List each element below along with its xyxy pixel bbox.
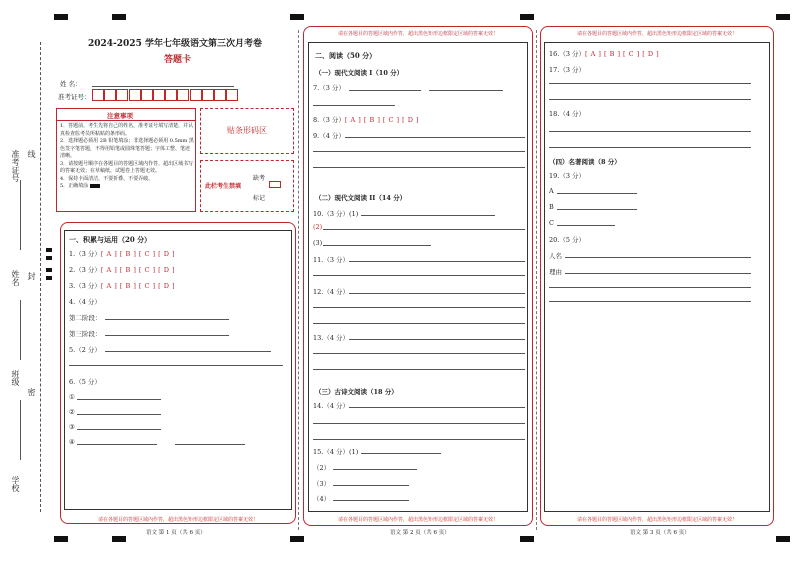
question-12: 12.（4 分）: [313, 288, 350, 296]
question-15: 15.（4 分）(1): [313, 448, 359, 456]
panel-3-warning-top: 请在各题目的答题区域内作答，超出黑色矩形边框限定区域的答案无效！: [576, 31, 737, 37]
registration-mark: [112, 14, 126, 20]
question-14: 14.（4 分）: [313, 402, 350, 410]
answer-line[interactable]: [333, 485, 409, 486]
registration-mark: [520, 14, 534, 20]
question-8: 8.（3 分）[ A ] [ B ] [ C ] [ D ]: [313, 116, 420, 124]
question-10-part-3: (3): [313, 239, 323, 247]
exam-id-cell[interactable]: [153, 89, 165, 101]
subsection-title: （四）名著阅读（8 分）: [549, 158, 621, 166]
answer-line[interactable]: [349, 407, 525, 408]
options-16[interactable]: [ A ] [ B ] [ C ] [ D ]: [585, 50, 660, 58]
answer-line[interactable]: [361, 453, 441, 454]
question-19: 19.（3 分）: [549, 172, 586, 180]
options-2[interactable]: [ A ] [ B ] [ C ] [ D ]: [100, 266, 176, 274]
reason-label: 理由: [549, 268, 562, 276]
registration-mark: [290, 536, 304, 542]
question-10: 10.（3 分）(1): [313, 210, 359, 218]
exam-title: 2024-2025 学年七年级语文第三次月考卷: [88, 39, 262, 49]
answer-line[interactable]: [565, 273, 751, 274]
answer-line[interactable]: [349, 339, 525, 340]
answer-line[interactable]: [77, 429, 161, 430]
side-line: [20, 400, 21, 460]
notice-item: 5．正确填涂: [60, 183, 194, 191]
question-1: 1.（3 分）[ A ] [ B ] [ C ] [ D ]: [69, 250, 176, 258]
name-input-line[interactable]: [92, 86, 234, 87]
page-footer: 语文 第 2 页（共 6 页）: [390, 530, 450, 536]
registration-mark: [776, 14, 790, 20]
exam-id-cell[interactable]: [190, 89, 202, 101]
exam-id-cell[interactable]: [104, 89, 116, 101]
exam-id-cell[interactable]: [116, 89, 128, 101]
absent-option: 缺考: [253, 175, 266, 182]
answer-line[interactable]: [313, 105, 395, 106]
option-c-label: C: [549, 219, 554, 227]
stage-2-label: 第二阶段：: [69, 314, 102, 322]
barcode-label: 贴条形码区: [227, 126, 267, 135]
notice-box: [56, 108, 196, 212]
circled-1: ①: [69, 393, 75, 401]
answer-line[interactable]: [557, 225, 615, 226]
answer-line[interactable]: [105, 351, 271, 352]
panel-2-frame: [308, 42, 528, 512]
answer-line[interactable]: [549, 301, 751, 302]
notice-item: 1．答题前，考生先将自己的姓名，准考证号填写清楚，并认真检查监考员所粘贴的条形码。: [60, 123, 194, 137]
answer-line[interactable]: [313, 353, 525, 354]
notice-item: 2．选择题必须用 2B 铅笔填涂；非选择题必须用 0.5mm 黑色签字笔答题，不得用铅笔或圆珠笔答题；字体工整、笔迹清晰。: [60, 138, 194, 159]
answer-card-title: 答题卡: [164, 55, 192, 65]
seal-side-label: 封: [27, 272, 36, 280]
registration-mark: [54, 536, 68, 542]
subsection-title: （三）古诗文阅读（18 分）: [315, 388, 398, 396]
panel-1-frame: [64, 230, 292, 510]
answer-line[interactable]: [549, 147, 751, 148]
circled-4: ④: [69, 438, 75, 446]
side-line: [20, 300, 21, 360]
registration-mark: [112, 536, 126, 542]
question-9: 9.（4 分）: [313, 132, 345, 140]
answer-line[interactable]: [333, 469, 417, 470]
answer-line[interactable]: [549, 287, 751, 288]
options-8[interactable]: [ A ] [ B ] [ C ] [ D ]: [344, 116, 420, 124]
question-3: 3.（3 分）[ A ] [ B ] [ C ] [ D ]: [69, 282, 176, 290]
question-10-part-2: (2): [313, 223, 323, 231]
registration-mark: [520, 536, 534, 542]
answer-line[interactable]: [323, 229, 525, 230]
answer-line[interactable]: [323, 245, 431, 246]
answer-line[interactable]: [313, 151, 525, 152]
panel-2-warning-bottom: 请在各题目的答题区域内作答，超出黑色矩形边框限定区域的答案无效！: [337, 517, 498, 523]
exam-id-cell[interactable]: [92, 89, 104, 101]
side-line: [20, 180, 21, 250]
question-15-part-2: （2）: [313, 464, 331, 472]
question-17: 17.（3 分）: [549, 66, 586, 74]
exam-id-cell[interactable]: [177, 89, 189, 101]
answer-line[interactable]: [313, 275, 525, 276]
option-b-label: B: [549, 203, 554, 211]
question-15-part-3: （3）: [313, 480, 331, 488]
answer-line[interactable]: [175, 444, 245, 445]
answer-line[interactable]: [313, 167, 525, 168]
options-3[interactable]: [ A ] [ B ] [ C ] [ D ]: [100, 282, 176, 290]
options-1[interactable]: [ A ] [ B ] [ C ] [ D ]: [100, 250, 176, 258]
answer-line[interactable]: [349, 293, 525, 294]
answer-line[interactable]: [77, 444, 157, 445]
exam-id-cell[interactable]: [165, 89, 177, 101]
panel-3-warning-bottom: 请在各题目的答题区域内作答，超出黑色矩形边框限定区域的答案无效！: [576, 517, 737, 523]
answer-line[interactable]: [345, 137, 525, 138]
registration-mark: [46, 268, 52, 272]
registration-mark: [290, 14, 304, 20]
answer-line[interactable]: [549, 99, 751, 100]
answer-line[interactable]: [349, 90, 421, 91]
question-15-part-4: （4）: [313, 495, 331, 503]
panel-1-warning: 请在各题目的答题区域内作答，超出黑色矩形边框限定区域的答案无效！: [97, 517, 258, 523]
notice-item: 4．保持卡面清洁，不要折叠、不要弄破。: [60, 175, 154, 182]
absent-box: [200, 160, 294, 212]
question-5: 5.（2 分）: [69, 346, 101, 354]
name-side-label: 姓名: [11, 270, 20, 286]
section-title: 二、阅读（50 分）: [315, 51, 377, 60]
binding-line: [40, 42, 41, 512]
question-18: 18.（4 分）: [549, 110, 586, 118]
question-6: 6.（5 分）: [69, 378, 101, 386]
subsection-title: （二）现代文阅读 II（14 分）: [315, 194, 407, 202]
registration-mark: [46, 248, 52, 252]
answer-line[interactable]: [557, 193, 637, 194]
exam-id-cell[interactable]: [202, 89, 214, 101]
subsection-title: （一）现代文阅读 I（10 分）: [315, 69, 404, 77]
page-divider: [536, 30, 537, 530]
answer-line[interactable]: [333, 500, 409, 501]
name-label: 姓 名：: [60, 80, 82, 88]
question-7: 7.（3 分）: [313, 84, 345, 92]
exam-id-cell[interactable]: [226, 89, 238, 101]
page-divider: [298, 30, 299, 530]
answer-line[interactable]: [313, 423, 525, 424]
filled-mark-sample: [90, 184, 100, 188]
answer-line[interactable]: [313, 307, 525, 308]
registration-mark: [776, 536, 790, 542]
registration-mark: [46, 256, 52, 260]
exam-id-cell[interactable]: [214, 89, 226, 101]
answer-line[interactable]: [429, 90, 503, 91]
question-11: 11.（3 分）: [313, 256, 350, 264]
question-13: 13.（4 分）: [313, 334, 350, 342]
page-footer: 语文 第 3 页（共 6 页）: [630, 530, 690, 536]
panel-3-frame: [544, 42, 770, 512]
answer-line[interactable]: [549, 83, 751, 84]
exam-id-cell[interactable]: [129, 89, 141, 101]
answer-line[interactable]: [77, 399, 161, 400]
option-a-label: A: [549, 187, 554, 195]
notice-title: 注意事项: [107, 112, 133, 120]
answer-line[interactable]: [105, 335, 229, 336]
answer-line[interactable]: [77, 414, 161, 415]
section-title: 一、积累与运用（20 分）: [69, 235, 152, 244]
exam-id-label: 准考证号：: [58, 93, 91, 101]
question-2: 2.（3 分）[ A ] [ B ] [ C ] [ D ]: [69, 266, 176, 274]
question-16: 16.（3 分）[ A ] [ B ] [ C ] [ D ]: [549, 50, 660, 58]
registration-mark: [46, 276, 52, 280]
answer-line[interactable]: [361, 215, 495, 216]
panel-2-warning-top: 请在各题目的答题区域内作答，超出黑色矩形边框限定区域的答案无效！: [337, 31, 498, 37]
answer-line[interactable]: [349, 261, 525, 262]
answer-line[interactable]: [313, 439, 525, 440]
answer-line[interactable]: [69, 365, 283, 366]
question-4: 4.（4 分）: [69, 298, 101, 306]
secret-side-label: 密: [27, 388, 36, 396]
answer-line[interactable]: [549, 131, 751, 132]
stage-3-label: 第三阶段：: [69, 330, 102, 338]
circled-3: ③: [69, 423, 75, 431]
answer-line[interactable]: [105, 319, 229, 320]
registration-mark: [54, 14, 68, 20]
absent-mark-label: 标记: [253, 195, 266, 202]
notice-list: [60, 123, 194, 191]
circled-2: ②: [69, 408, 75, 416]
notice-item: 3．请按题号顺序在各题目的答题区域内作答，超出区域书写的答案无效；在草稿纸、试题卷上答题无效。: [60, 160, 194, 174]
question-20: 20.（5 分）: [549, 236, 586, 244]
page-footer: 语文 第 1 页（共 6 页）: [146, 530, 206, 536]
barcode-area: [200, 108, 294, 154]
notice-divider: [57, 120, 196, 121]
exam-id-cell[interactable]: [141, 89, 153, 101]
person-label: 人名: [549, 252, 562, 260]
absent-checkbox[interactable]: [269, 181, 281, 188]
answer-line[interactable]: [565, 257, 751, 258]
line-side-label: 线: [27, 150, 36, 158]
absent-label: 此栏考生禁填: [205, 183, 242, 190]
exam-id-side-label: 准考证号: [11, 150, 20, 182]
answer-line[interactable]: [557, 209, 637, 210]
answer-line[interactable]: [313, 323, 525, 324]
class-side-label: 班级: [11, 370, 20, 386]
answer-line[interactable]: [313, 369, 525, 370]
school-side-label: 学校: [11, 476, 20, 492]
